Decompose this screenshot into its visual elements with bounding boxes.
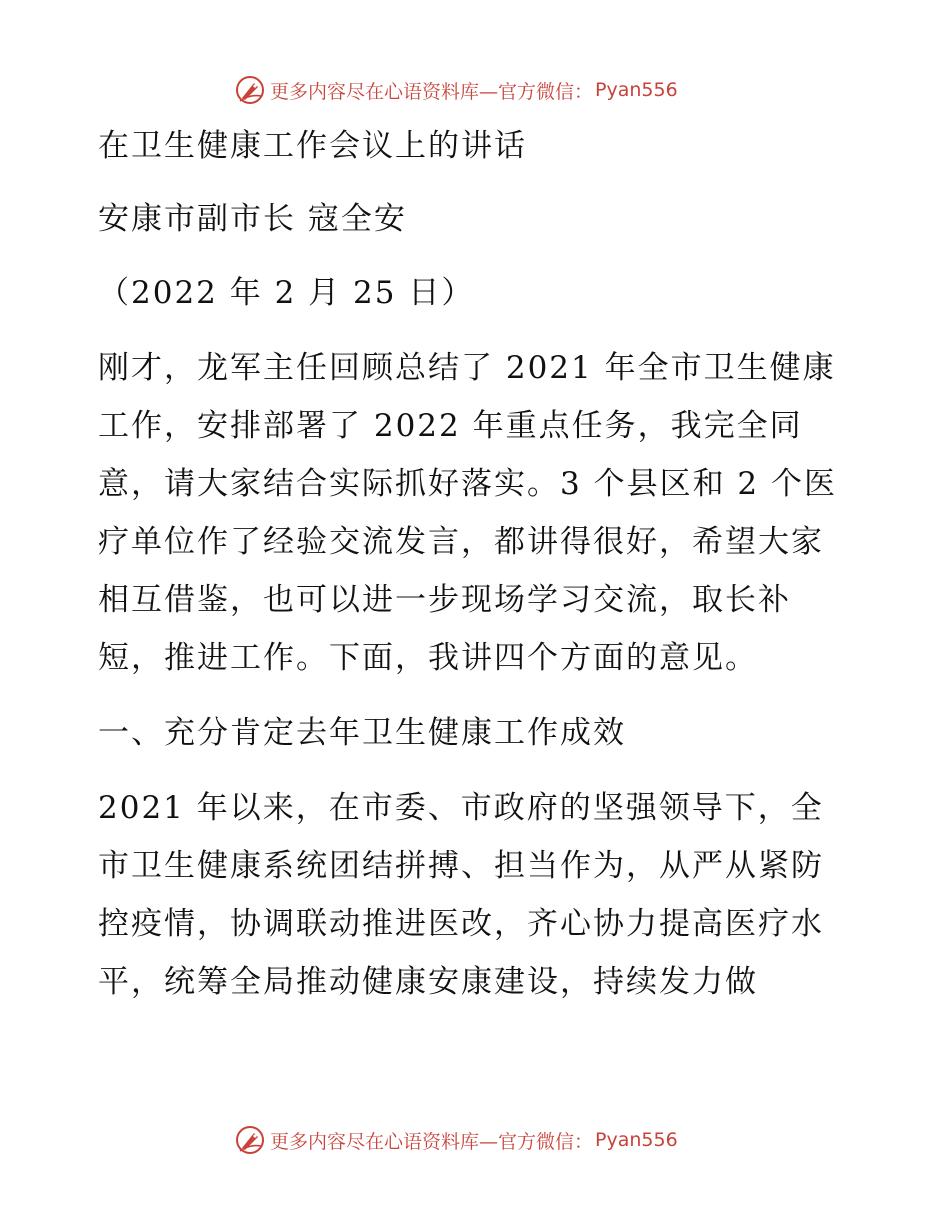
watermark-wechat-id: Pyan556	[595, 1129, 678, 1151]
paragraph-line: 工作，安排部署了 2022 年重点任务，我完全同	[98, 408, 803, 444]
paragraph-line: 疗单位作了经验交流发言，都讲得很好，希望大家	[98, 524, 824, 560]
paragraph-line: 刚才，龙军主任回顾总结了 2021 年全市卫生健康	[98, 350, 836, 386]
date-line: （2022 年 2 月 25 日）	[98, 275, 475, 311]
pen-nib-logo-icon	[234, 74, 266, 106]
paragraph-line: 短，推进工作。下面，我讲四个方面的意见。	[98, 640, 758, 676]
paragraph-line: 控疫情，协调联动推进医改，齐心协力提高医疗水	[98, 906, 824, 942]
watermark-header	[234, 74, 678, 106]
document-title: 在卫生健康工作会议上的讲话	[98, 128, 527, 164]
watermark-text: 更多内容尽在心语资料库—官方微信：	[270, 1130, 594, 1153]
paragraph-line: 平，统筹全局推动健康安康建设，持续发力做	[98, 964, 758, 1000]
watermark-text: 更多内容尽在心语资料库—官方微信：	[270, 80, 594, 103]
paragraph-line: 2021 年以来，在市委、市政府的坚强领导下，全	[98, 790, 824, 826]
watermark-footer	[234, 1124, 678, 1156]
paragraph-line: 意，请大家结合实际抓好落实。3 个县区和 2 个医	[98, 466, 838, 502]
watermark-wechat-id: Pyan556	[595, 79, 678, 101]
speaker-line: 安康市副市长 寇全安	[98, 201, 407, 237]
pen-nib-logo-icon	[234, 1124, 266, 1156]
paragraph-line: 市卫生健康系统团结拼搏、担当作为，从严从紧防	[98, 848, 824, 884]
paragraph-line: 相互借鉴，也可以进一步现场学习交流，取长补	[98, 582, 791, 618]
section-heading: 一、充分肯定去年卫生健康工作成效	[98, 715, 626, 751]
